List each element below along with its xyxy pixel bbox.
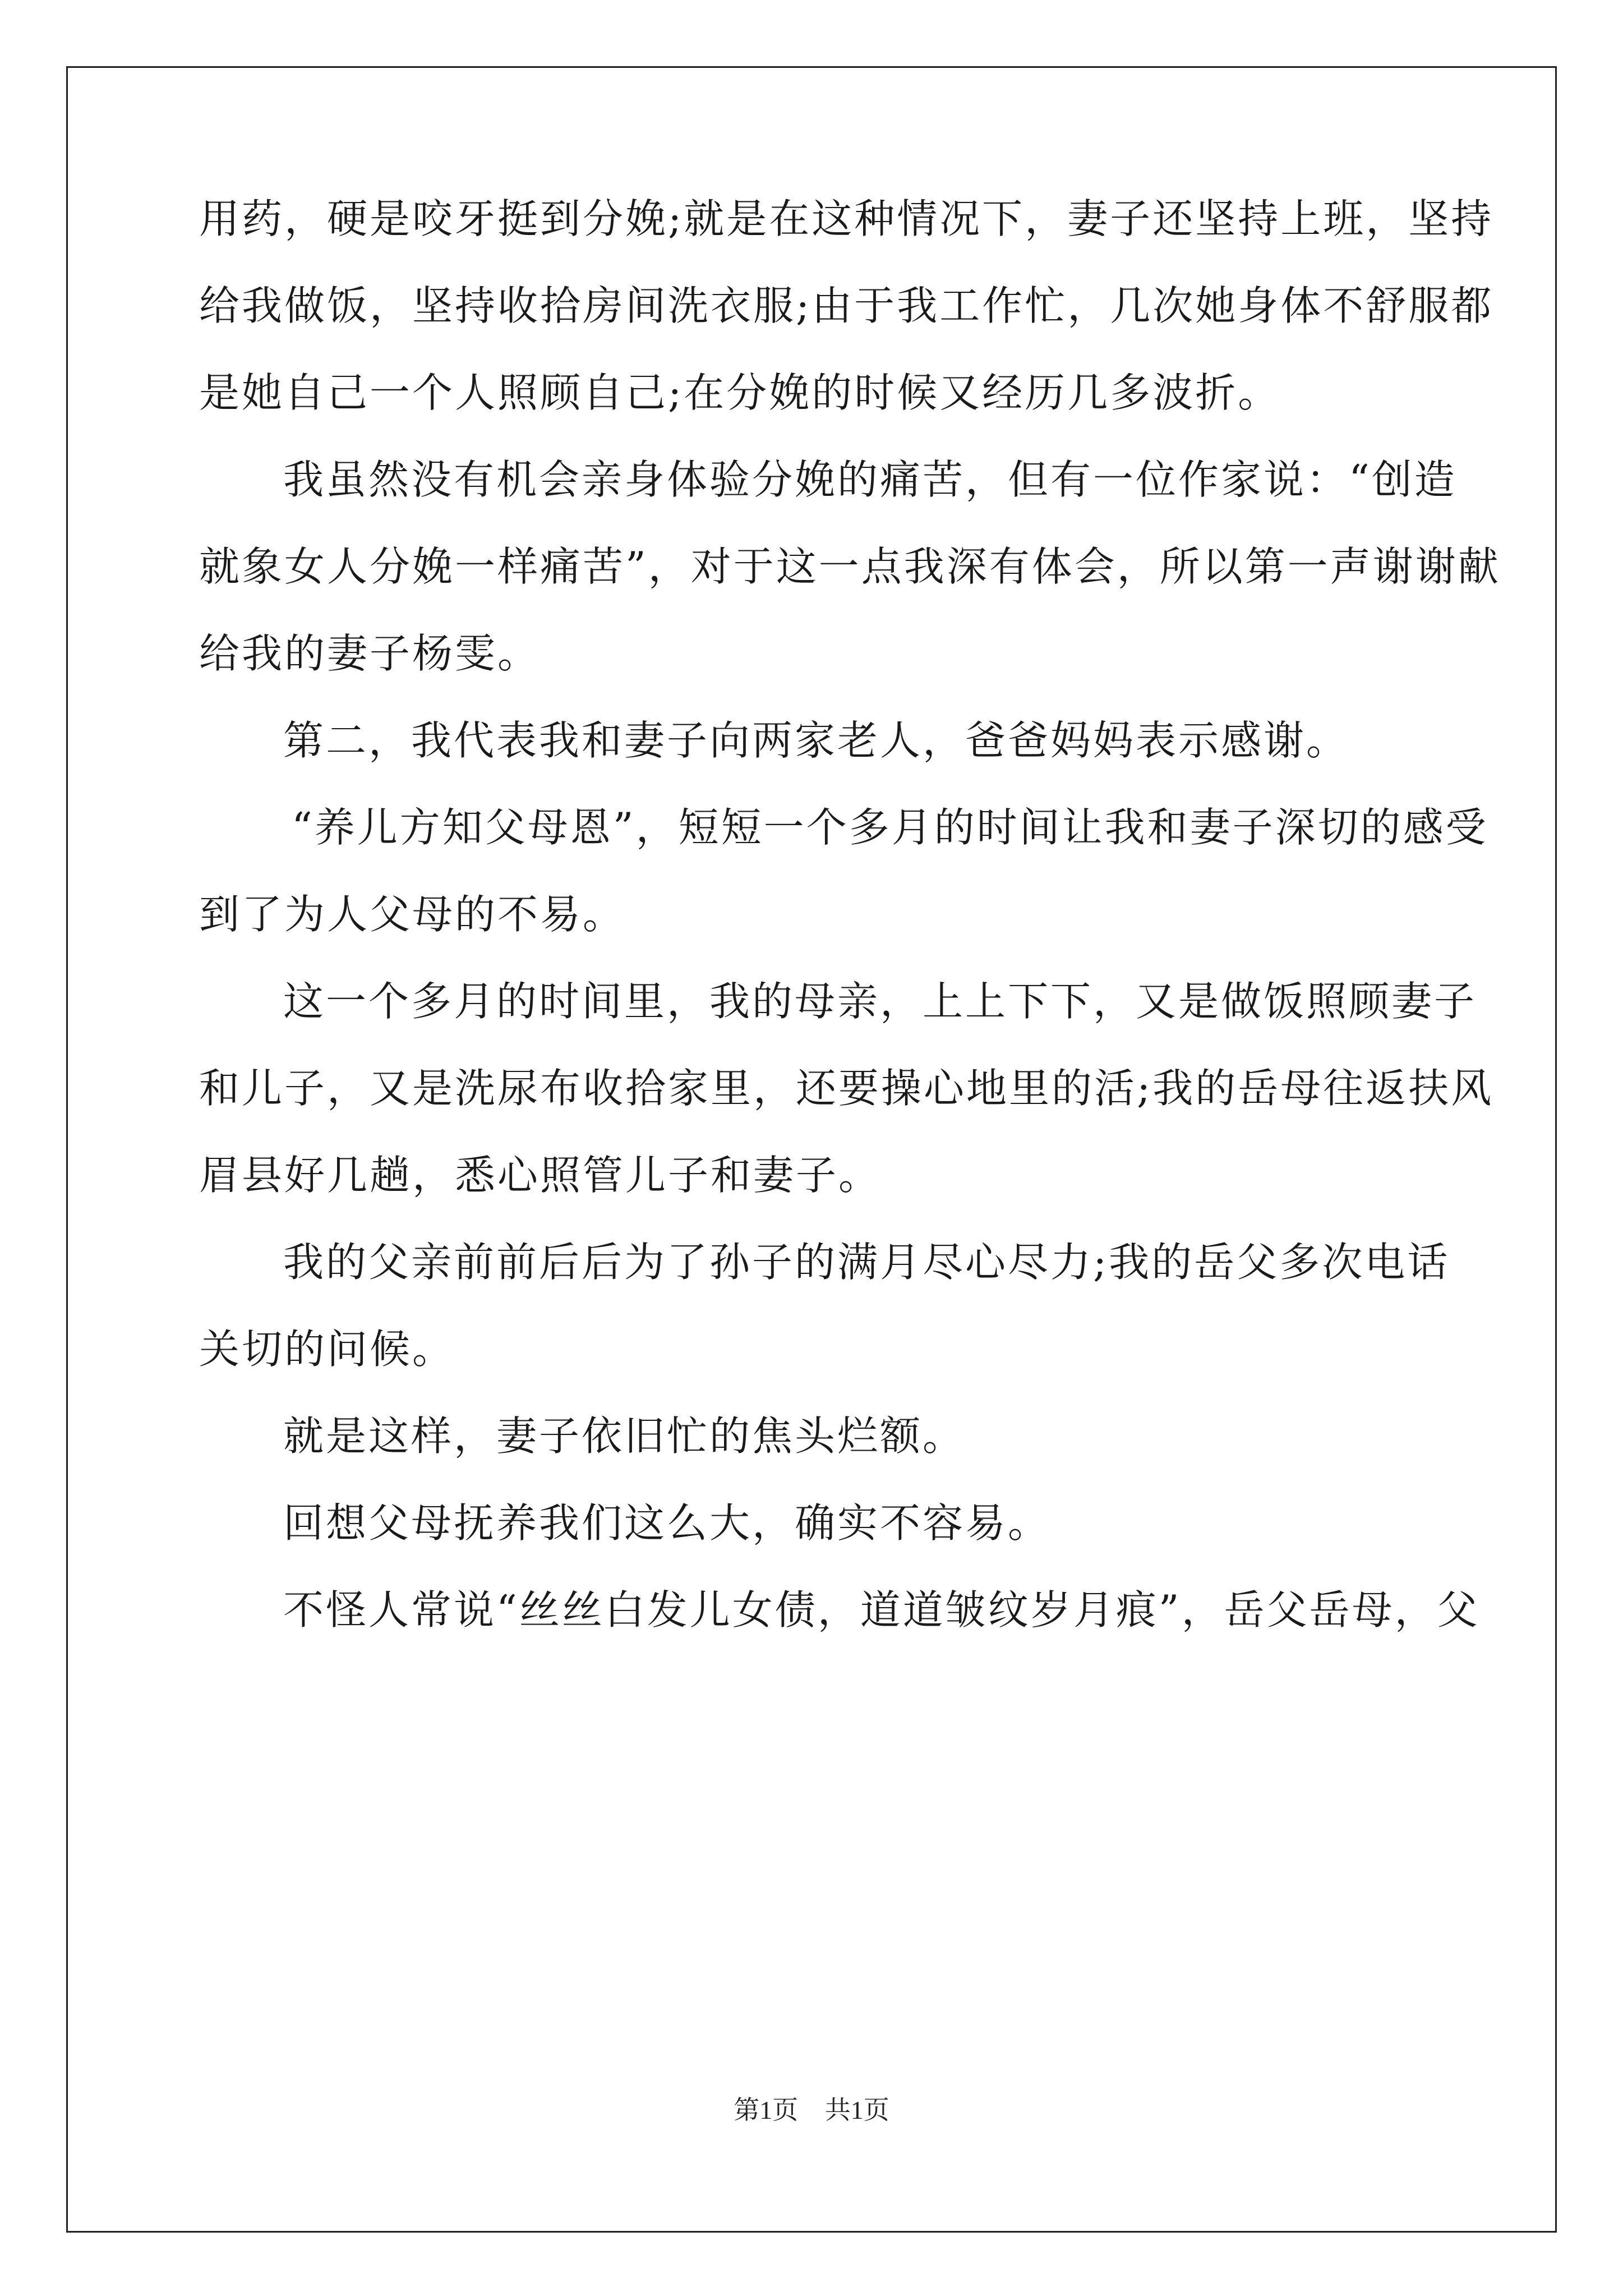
text-line: 我虽然没有机会亲身体验分娩的痛苦，但有一位作家说：“创造 (283, 456, 1457, 503)
text-line: 到了为人父母的不易。 (199, 891, 626, 938)
text-line: 眉县好几趟，悉心照管儿子和妻子。 (199, 1152, 882, 1199)
text-line: 就象女人分娩一样痛苦”，对于这一点我深有体会，所以第一声谢谢献 (199, 543, 1501, 590)
text-line: 用药，硬是咬牙挺到分娩;就是在这种情况下，妻子还坚持上班，坚持 (199, 195, 1494, 242)
text-line: 关切的问候。 (199, 1326, 455, 1373)
text-line: 不怪人常说“丝丝白发儿女债，道道皱纹岁月痕”，岳父岳母，父 (283, 1586, 1480, 1634)
text-line: “养儿方知父母恩”，短短一个多月的时间让我和妻子深切的感受 (292, 804, 1488, 851)
text-line: 第二，我代表我和妻子向两家老人，爸爸妈妈表示感谢。 (283, 717, 1349, 764)
text-line: 和儿子，又是洗尿布收拾家里，还要操心地里的活;我的岳母往返扶风 (199, 1065, 1494, 1112)
page-total: 共1页 (824, 2096, 889, 2124)
page-number: 第1页 (734, 2096, 799, 2124)
text-line: 给我做饭，坚持收拾房间洗衣服;由于我工作忙，几次她身体不舒服都 (199, 282, 1494, 329)
text-line: 是她自己一个人照顾自己;在分娩的时候又经历几多波折。 (199, 369, 1281, 416)
text-line: 这一个多月的时间里，我的母亲，上上下下，又是做饭照顾妻子 (283, 978, 1477, 1025)
text-line: 回想父母抚养我们这么大，确实不容易。 (283, 1499, 1051, 1547)
text-line: 给我的妻子杨雯。 (199, 630, 541, 677)
text-line: 我的父亲前前后后为了孙子的满月尽心尽力;我的岳父多次电话 (283, 1239, 1450, 1286)
text-line: 就是这样，妻子依旧忙的焦头烂额。 (283, 1412, 966, 1460)
page-footer (0, 2090, 1623, 2127)
